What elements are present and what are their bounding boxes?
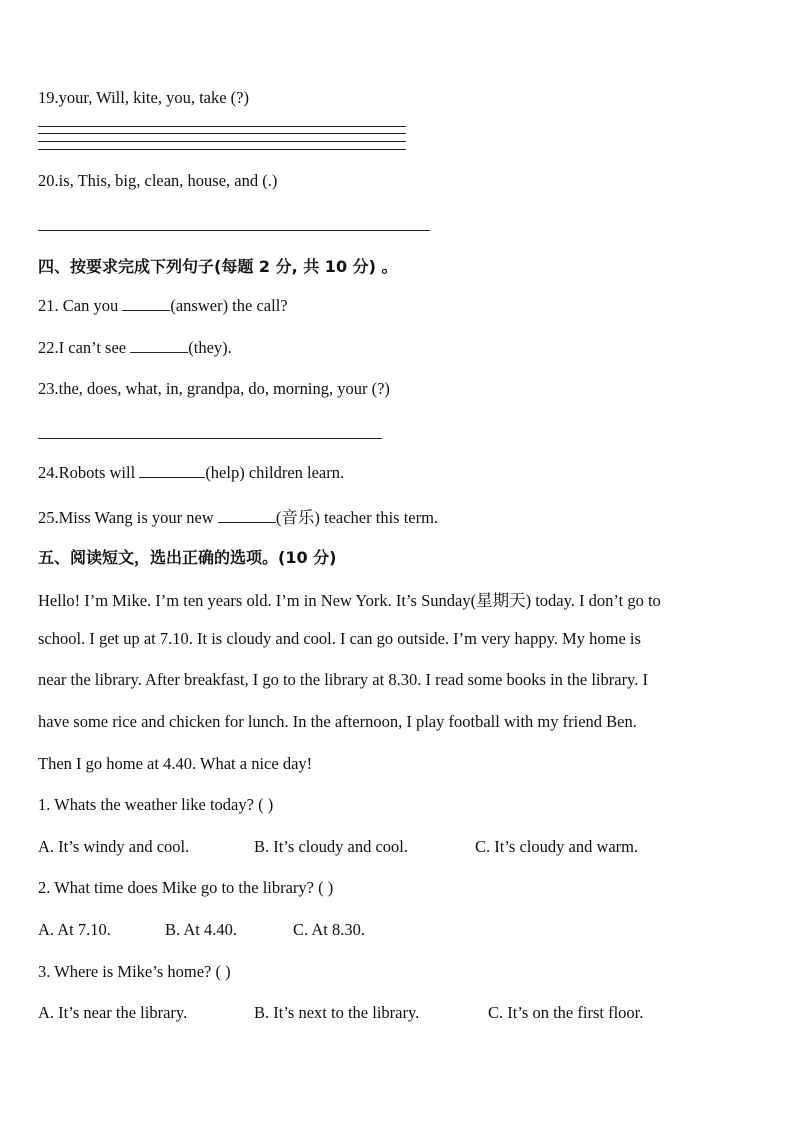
option-c[interactable]: C. At 8.30. [293, 920, 365, 939]
question-24-text: 24.Robots will [38, 463, 140, 482]
question-20: 20.is, This, big, clean, house, and (.) [38, 171, 278, 190]
answer-blank[interactable] [122, 296, 170, 311]
answer-blank[interactable] [130, 338, 188, 353]
question-25 [38, 504, 438, 528]
reading-options-2 [38, 920, 365, 940]
question-22-hint: (they). [188, 338, 232, 357]
question-25-text: 25.Miss Wang is your new [38, 508, 218, 527]
reading-question-1: 1. Whats the weather like today? ( ) [38, 795, 274, 814]
question-22-text: 22.I can’t see [38, 338, 131, 357]
answer-line[interactable] [38, 149, 406, 150]
option-c[interactable]: C. It’s on the first floor. [488, 1003, 644, 1022]
passage-line: school. I get up at 7.10. It is cloudy and cool. I can go outside. I’m very happy. My home is [38, 629, 641, 648]
option-a[interactable]: A. At 7.10. [38, 920, 111, 939]
question-24-hint: (help) children learn. [205, 463, 345, 482]
answer-blank[interactable] [139, 463, 205, 478]
answer-blank[interactable] [218, 508, 276, 523]
reading-question-2: 2. What time does Mike go to the library? ( ) [38, 878, 334, 897]
question-21-hint: (answer) the call? [170, 296, 288, 315]
section-4-heading: 四、按要求完成下列句子(每题 2 分, 共 10 分) 。 [38, 257, 398, 276]
question-25-hint: (音乐) teacher this term. [275, 508, 439, 527]
option-c[interactable]: C. It’s cloudy and warm. [475, 837, 639, 856]
passage-line: have some rice and chicken for lunch. In the afternoon, I play football with my friend Ben. [38, 712, 637, 731]
question-21 [38, 296, 288, 316]
passage-line: near the library. After breakfast, I go to the library at 8.30. I read some books in the library. I [38, 670, 648, 689]
question-21-text: 21. Can you [38, 296, 123, 315]
passage-line: Then I go home at 4.40. What a nice day! [38, 754, 313, 773]
passage-line: Hello! I’m Mike. I’m ten years old. I’m in New York. It’s Sunday(星期天) today. I don’t go to [38, 591, 661, 610]
option-a[interactable]: A. It’s near the library. [38, 1003, 188, 1022]
option-b[interactable]: B. It’s cloudy and cool. [254, 837, 408, 856]
reading-options-1 [38, 837, 638, 857]
option-b[interactable]: B. It’s next to the library. [254, 1003, 420, 1022]
question-24 [38, 463, 344, 483]
question-23: 23.the, does, what, in, grandpa, do, morning, your (?) [38, 379, 390, 398]
reading-question-3: 3. Where is Mike’s home? ( ) [38, 962, 231, 981]
option-a[interactable]: A. It’s windy and cool. [38, 837, 190, 856]
question-22 [38, 338, 232, 358]
answer-line[interactable] [38, 141, 406, 142]
option-b[interactable]: B. At 4.40. [165, 920, 237, 939]
answer-line[interactable] [38, 126, 406, 127]
section-5-heading: 五、阅读短文，选出正确的选项。(10 分) [38, 548, 337, 567]
answer-line[interactable] [38, 438, 382, 439]
question-19: 19.your, Will, kite, you, take (?) [38, 88, 249, 107]
answer-line[interactable] [38, 133, 406, 134]
reading-options-3 [38, 1003, 643, 1023]
answer-line[interactable] [38, 230, 430, 231]
